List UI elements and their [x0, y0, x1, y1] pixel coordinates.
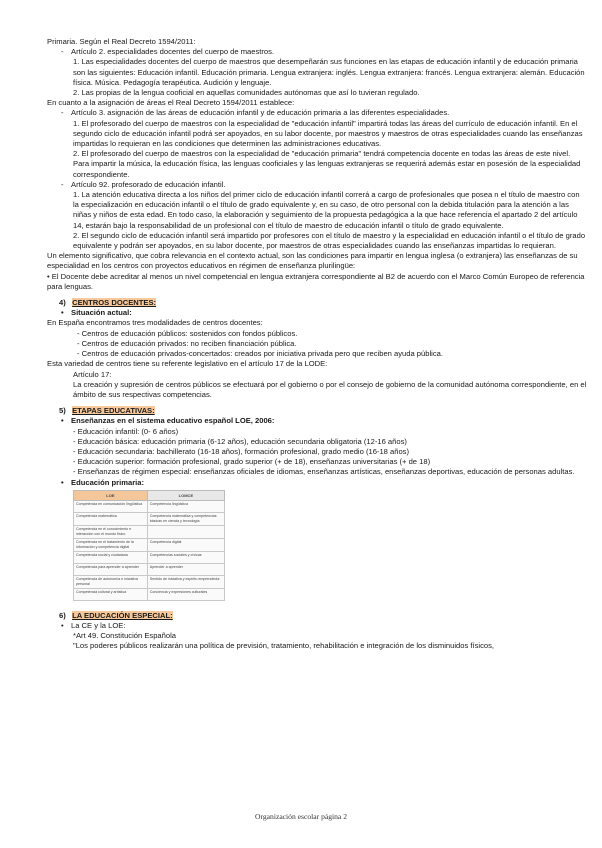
situacion-actual: • Situación actual:	[47, 308, 587, 318]
table-header-row	[74, 490, 225, 500]
centros-item-privados: - Centros de educación privados: no reciben financiación pública.	[77, 338, 297, 348]
etapa-superior: - Educación superior: formación profesional, grado superior (+ de 18), enseñanzas universitarias (+ de 18)	[73, 457, 431, 467]
table-cell: Competencia matemática	[74, 512, 148, 525]
table-cell: Competencia cultural y artística	[74, 588, 148, 600]
table-cell: Aprender a aprender	[147, 563, 224, 575]
section-4-heading	[47, 298, 587, 308]
section-4-number: 4)	[59, 298, 66, 308]
significant-element: Un elemento significativo, que cobra relevancia en el contexto actual, son las condiciones para impartir en lengua inglesa (o extranjera) las enseñanzas de su especialidad en los centros con proyectos educativos en régimen de enseñanza plurilingüe:	[47, 251, 578, 271]
table-cell: Competencia para aprender a aprender	[74, 563, 148, 575]
table-header-loe: LOE	[74, 490, 148, 500]
table-cell	[147, 525, 224, 538]
section-5-title: ETAPAS EDUCATIVAS:	[72, 406, 155, 416]
etapa-infantil: - Educación infantil: (0- 6 años)	[73, 426, 179, 436]
section-4-title: CENTROS DOCENTES:	[72, 298, 157, 308]
centros-item-concertados: - Centros de educación privados-concertados: creados por iniciativa privada pero que reciben ayuda pública.	[77, 349, 443, 359]
intro-text: Primaria. Según el Real Decreto 1594/2011:	[47, 37, 196, 46]
table-row	[74, 500, 225, 512]
art3-paragraph-2: 2. El profesorado del cuerpo de maestros con la especialidad de "educación primaria" tendrá competencia docente en todas las áreas de este nivel. Para impartir la música, la educación física, las lenguas cooficiales y las lenguas extranjeras se requerirá además estar en posesión de la especialidad correspondiente.	[73, 149, 581, 179]
educacion-primaria-label: • Educación primaria:	[47, 478, 587, 488]
centros-item-publicos: - Centros de educación públicos: sostenidos con fondos públicos.	[77, 328, 298, 338]
table-cell: Competencia en el conocimiento e interacción con el mundo físico	[74, 525, 148, 538]
art2-title: - Artículo 2. especialidades docentes del cuerpo de maestros.	[47, 47, 587, 57]
table-cell: Competencia en el tratamiento de la información y competencia digital	[74, 538, 148, 551]
areas-intro: En cuanto a la asignación de áreas el Real Decreto 1594/2011 establece:	[47, 98, 295, 108]
table-row	[74, 575, 225, 588]
table-cell: Conciencia y expresiones culturales	[147, 588, 224, 600]
etapa-secundaria: - Educación secundaria: bachillerato (16-18 años), formación profesional, grado medio (16-18 años)	[73, 446, 410, 456]
art3-title: - Artículo 3. asignación de las áreas de educación infantil y de educación primaria a las diferentes especialidades.	[47, 108, 587, 118]
art49-title: *Art 49. Constitución Española	[73, 631, 176, 641]
art92-title: - Artículo 92. profesorado de educación infantil.	[47, 180, 587, 190]
table-row	[74, 538, 225, 551]
art2-paragraph-1: 1. Las especialidades docentes del cuerpo de maestros que desempeñarán sus funciones en las etapas de educación infantil y de educación primaria son las siguientes: Educación infantil. Educación primaria. Lengua extranjera: inglés. Lengua extranjera: francés. Lengua extranjera: alemán. Educación física. Música. Pedagogía terapéutica. Audición y lenguaje.	[73, 57, 585, 87]
table-cell: Competencia en comunicación lingüística	[74, 500, 148, 512]
table-row	[74, 551, 225, 563]
competencias-table	[73, 490, 225, 601]
table-row	[74, 525, 225, 538]
table-cell: Competencia social y ciudadana	[74, 551, 148, 563]
art49-quote: "Los poderes públicos realizarán una política de previsión, tratamiento, rehabilitación e integración de los disminuidos físicos,	[73, 641, 495, 651]
section-6-heading	[47, 611, 587, 621]
art2-paragraph-2: 2. Las propias de la lengua cooficial en aquellas comunidades autónomas que así lo tuvieran regulado.	[73, 88, 420, 98]
table-row	[74, 563, 225, 575]
section-6-title: LA EDUCACIÓN ESPECIAL:	[72, 610, 173, 620]
document-page	[47, 37, 587, 652]
ce-loe-label: • La CE y la LOE:	[47, 621, 587, 631]
art92-paragraph-1: 1. La atención educativa directa a los niños del primer ciclo de educación infantil correrá a cargo de profesionales que posea n el título de maestro con la especialización en educación infantil o el título de grado equivalente y, en su caso, de otro personal con la debida titulación para la atención a las niñas y niños de esta edad. En todo caso, la elaboración y seguimiento de la propuesta pedagógica a la que hace referencia el apartado 2 del artículo 14, estarán bajo la responsabilidad de un profesional con el título de maestro de educación infantil o título de grado equivalente.	[73, 190, 580, 230]
page-footer: Organización escolar página 2	[255, 812, 347, 821]
etapa-basica: - Educación básica: educación primaria (6-12 años), educación secundaria obligatoria (12-16 años)	[73, 436, 407, 446]
table-header-lomce: LOMCE	[147, 490, 224, 500]
lode-reference: Esta variedad de centros tiene su referente legislativo en el artículo 17 de la LODE:	[47, 359, 328, 369]
art17-text: La creación y supresión de centros públicos se efectuará por el gobierno o por el consejo de gobierno de la comunidad autónoma correspondiente, en el ámbito de sus respectivas competencias.	[73, 379, 587, 399]
sistema-educativo: • Enseñanzas en el sistema educativo español LOE, 2006:	[47, 416, 587, 426]
art92-paragraph-2: 2. El segundo ciclo de educación infantil será impartido por profesores con el título de maestro y la especialidad en educación infantil o el título de grado equivalente y podrán ser apoyados, en su labor docente, por maestros de otras especialidades cuando las enseñanzas impartidas lo requieran.	[73, 230, 586, 251]
table-cell: Competencia lingüística	[147, 500, 224, 512]
section-6-number: 6)	[59, 610, 66, 620]
art3-paragraph-1: 1. El profesorado del cuerpo de maestros con la especialidad de "educación infantil" impartirá todas las áreas del currículo de educación infantil. En el segundo ciclo de educación infantil podrá ser apoyados, en su labor docente, por maestros y maestros de otras especialidades cuando las enseñanzas impartidas lo requieran en las condiciones que determinen las administraciones educativas.	[73, 118, 583, 149]
table-cell: Competencia de autonomía e iniciativa personal	[74, 575, 148, 588]
centros-intro: En España encontramos tres modalidades de centros docentes:	[47, 318, 263, 328]
etapa-regimen-especial: - Enseñanzas de régimen especial: enseñanzas oficiales de idiomas, enseñanzas artísticas, enseñanzas deportivas, educación de personas adultas.	[73, 467, 575, 477]
table-cell: Competencias sociales y cívicas	[147, 551, 224, 563]
table-row	[74, 512, 225, 525]
table-cell: Competencia digital	[147, 538, 224, 551]
table-row	[74, 588, 225, 600]
b2-requirement: • El Docente debe acreditar al menos un nivel competencial en lengua extranjera correspondiente al B2 de acuerdo con el Marco Común Europeo de referencia para lenguas.	[47, 271, 585, 291]
table-cell: Competencia matemática y competencias básicas en ciencia y tecnología	[147, 512, 224, 525]
section-5-number: 5)	[59, 406, 66, 416]
art17-title: Artículo 17:	[73, 369, 112, 379]
section-5-heading	[47, 406, 587, 416]
table-cell: Sentido de iniciativa y espíritu emprendedor	[147, 575, 224, 588]
